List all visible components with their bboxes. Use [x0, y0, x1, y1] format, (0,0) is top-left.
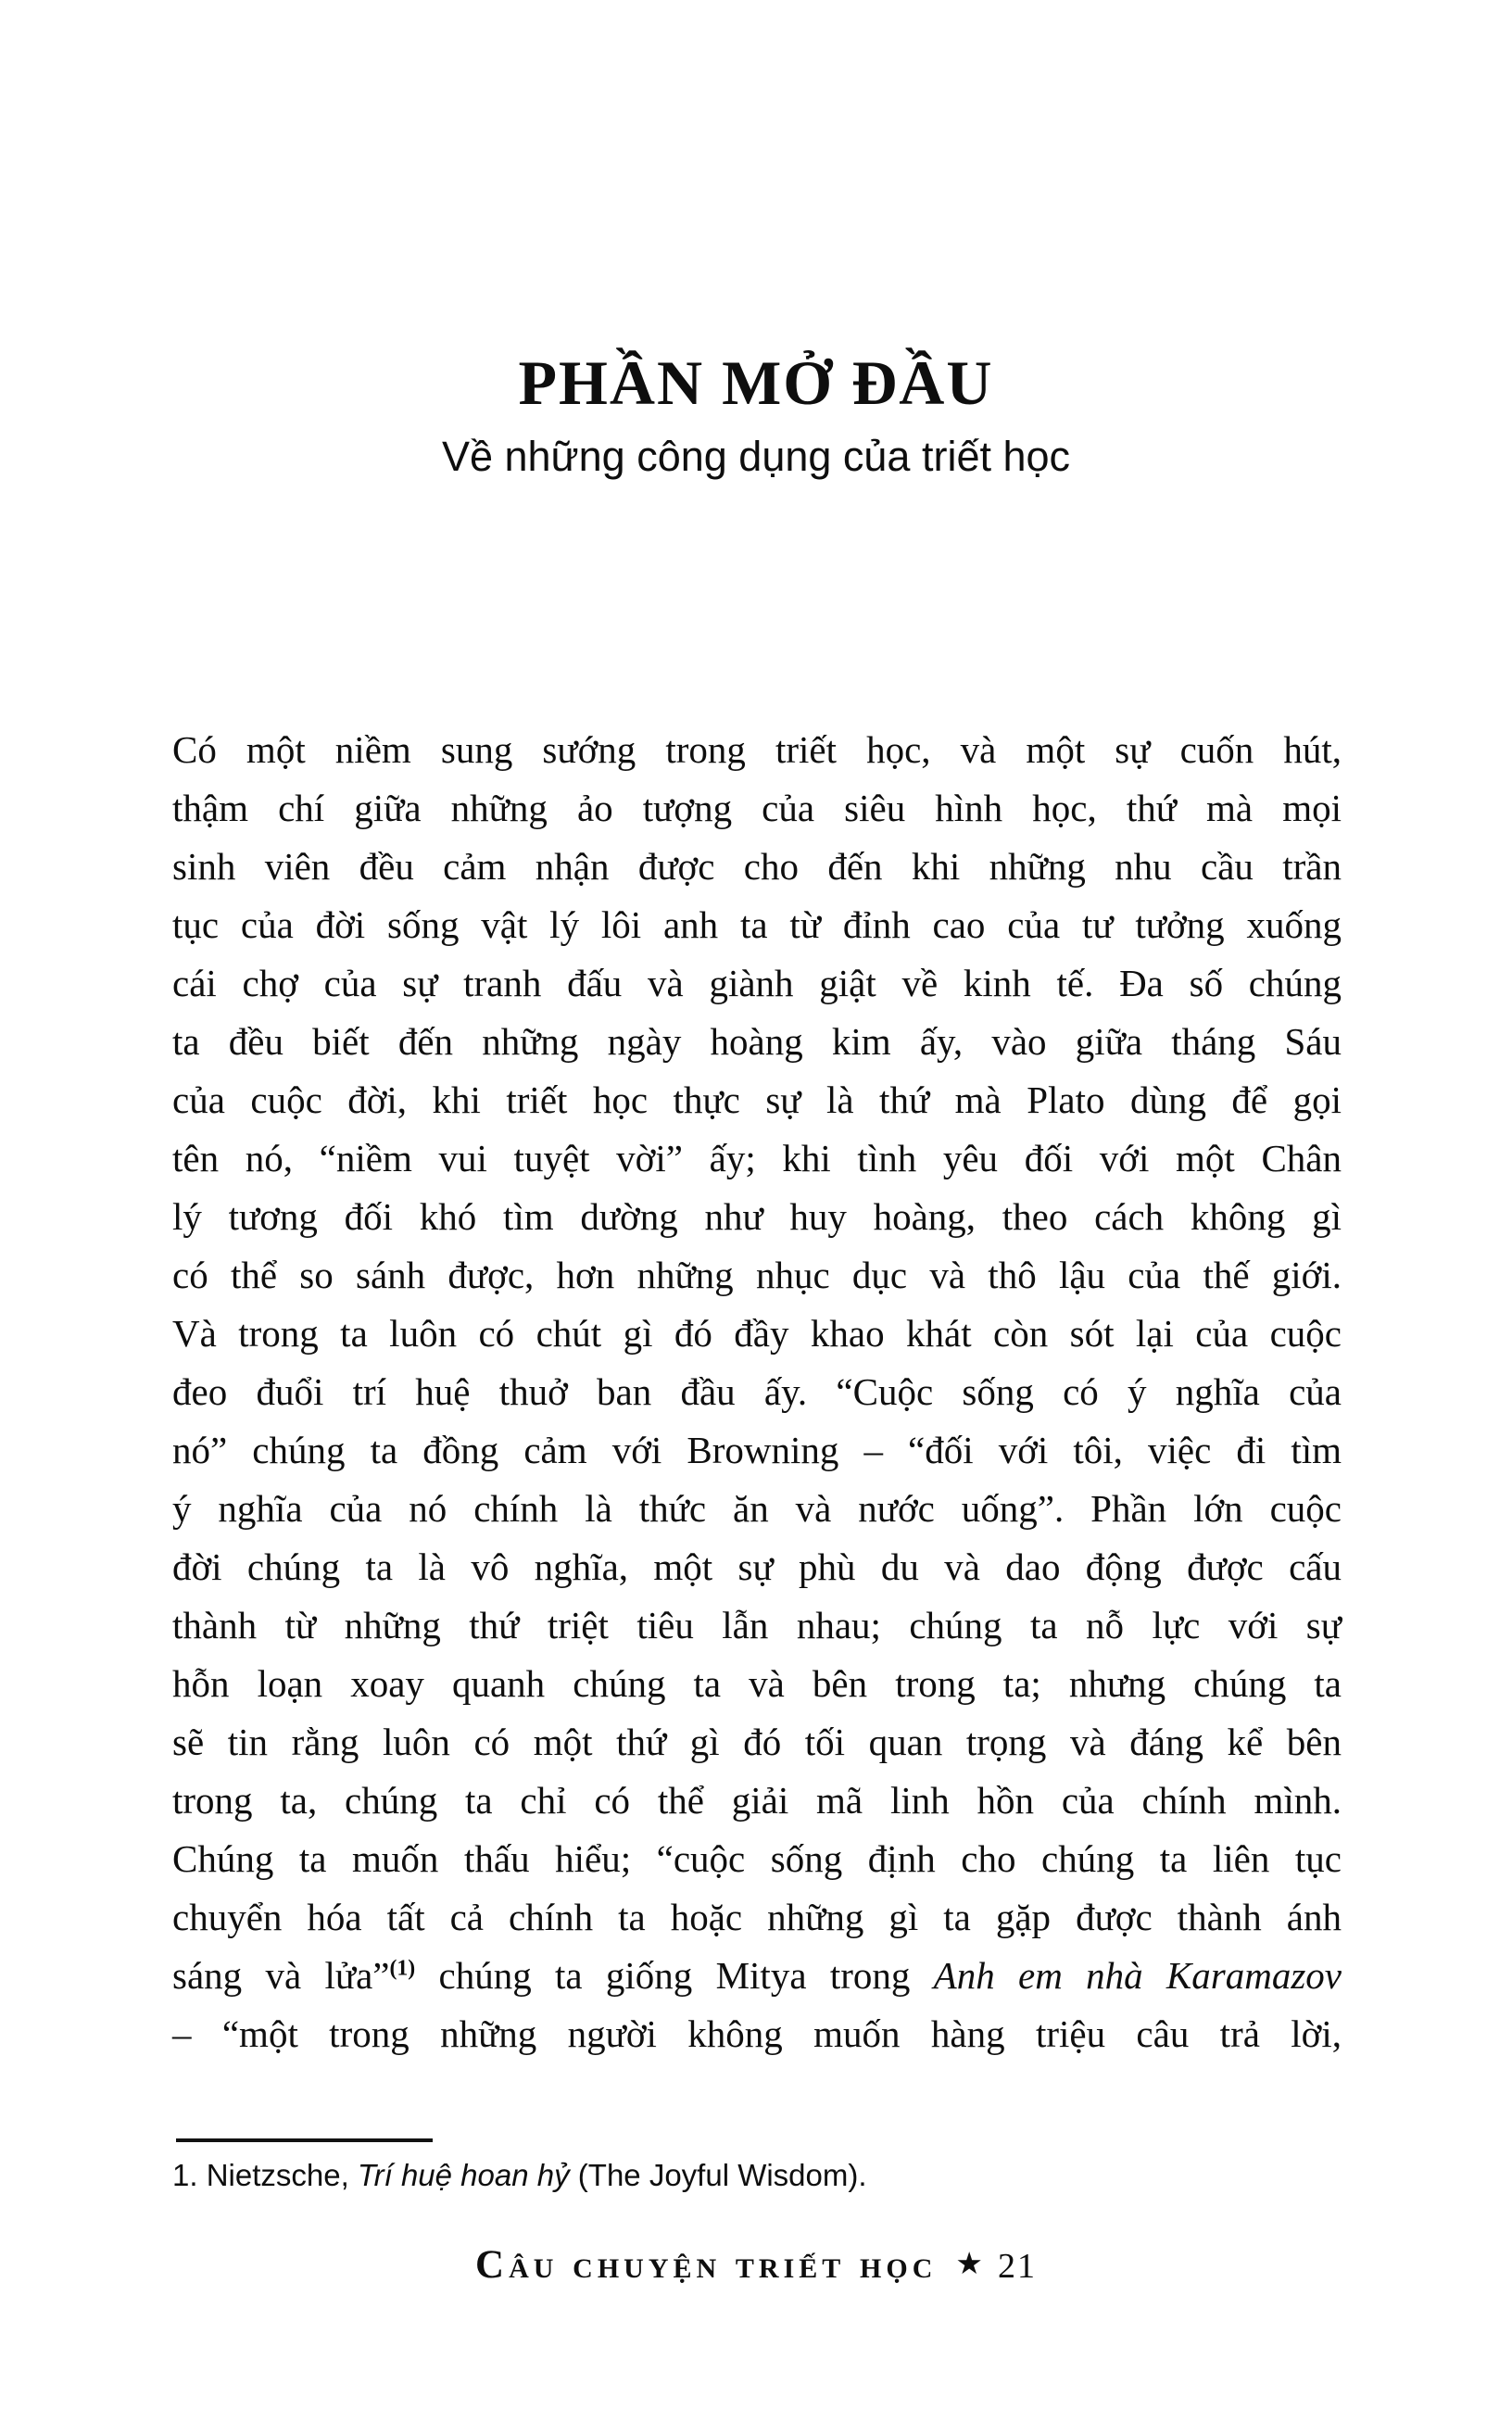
body-text-line: [172, 1830, 1342, 1888]
body-paragraph: [172, 721, 1342, 2063]
text-segment: cái chợ của sự tranh đấu và giành giật về kinh tế. Đa số chúng: [172, 962, 1342, 1004]
text-segment: ý nghĩa của nó chính là thức ăn và nước uống”. Phần lớn cuộc: [172, 1487, 1342, 1530]
text-segment: tên nó, “niềm vui tuyệt vời” ấy; khi tình yêu đối với một Chân: [172, 1137, 1342, 1179]
text-segment: trong ta, chúng ta chỉ có thể giải mã linh hồn của chính mình.: [172, 1779, 1342, 1822]
footnote: [172, 2155, 1342, 2196]
text-segment: thậm chí giữa những ảo tượng của siêu hình học, thứ mà mọi: [172, 787, 1342, 829]
footer-book-title: Câu chuyện triết học: [475, 2243, 938, 2287]
text-segment: đời chúng ta là vô nghĩa, một sự phù du và dao động được cấu: [172, 1545, 1342, 1588]
body-text-line: [172, 1363, 1342, 1421]
section-title: PHẦN MỞ ĐẦU: [518, 347, 994, 418]
text-segment: Chúng ta muốn thấu hiểu; “cuộc sống định cho chúng ta liên tục: [172, 1837, 1342, 1880]
text-segment: sẽ tin rằng luôn có một thứ gì đó tối quan trọng và đáng kể bên: [172, 1721, 1342, 1763]
body-text-line: [172, 1596, 1342, 1655]
body-text-line: [172, 1538, 1342, 1596]
body-text-line: [172, 1129, 1342, 1188]
text-segment: (The Joyful Wisdom).: [569, 2158, 867, 2192]
body-text-line: [172, 1888, 1342, 1947]
italic-text: Trí huệ hoan hỷ: [357, 2158, 570, 2192]
body-text-line: [172, 1713, 1342, 1772]
body-text-line: [172, 1071, 1342, 1129]
text-segment: – “một trong những người không muốn hàng triệu câu trả lời,: [172, 2012, 1342, 2055]
text-segment: ta đều biết đến những ngày hoàng kim ấy, vào giữa tháng Sáu: [172, 1020, 1342, 1063]
text-segment: có thể so sánh được, hơn những nhục dục và thô lậu của thế giới.: [172, 1254, 1342, 1296]
body-text-line: [172, 1655, 1342, 1713]
text-segment: 1. Nietzsche,: [172, 2158, 358, 2192]
section-subtitle: Về những công dụng của triết học: [441, 433, 1071, 480]
text-segment: nó” chúng ta đồng cảm với Browning – “đối với tôi, việc đi tìm: [172, 1429, 1342, 1471]
footnote-marker: (1): [389, 1956, 416, 1981]
text-segment: chuyển hóa tất cả chính ta hoặc những gì ta gặp được thành ánh: [172, 1896, 1342, 1938]
text-segment: hỗn loạn xoay quanh chúng ta và bên trong ta; nhưng chúng ta: [172, 1662, 1342, 1705]
body-text-line: [172, 1188, 1342, 1246]
body-text-line: [172, 1772, 1342, 1830]
body-text-line: [172, 954, 1342, 1013]
text-segment: chúng ta giống Mitya trong: [415, 1954, 934, 1997]
body-text-line: [172, 1947, 1342, 2005]
text-segment: sáng và lửa”: [172, 1954, 390, 1997]
body-text-line: [172, 1421, 1342, 1480]
body-text-line: [172, 1246, 1342, 1305]
text-segment: thành từ những thứ triệt tiêu lẫn nhau; chúng ta nỗ lực với sự: [172, 1604, 1342, 1646]
body-text-line: [172, 896, 1342, 954]
page-footer: [0, 2242, 1512, 2288]
text-segment: Có một niềm sung sướng trong triết học, và một sự cuốn hút,: [172, 728, 1342, 771]
page-number: 21: [997, 2247, 1037, 2286]
body-text-line: [172, 1305, 1342, 1363]
text-segment: tục của đời sống vật lý lôi anh ta từ đỉnh cao của tư tưởng xuống: [172, 903, 1342, 946]
text-segment: sinh viên đều cảm nhận được cho đến khi những nhu cầu trần: [172, 845, 1342, 888]
body-text-line: [172, 838, 1342, 896]
body-text-line: [172, 779, 1342, 838]
text-segment: đeo đuổi trí huệ thuở ban đầu ấy. “Cuộc sống có ý nghĩa của: [172, 1370, 1342, 1413]
body-text-line: [172, 2005, 1342, 2063]
star-icon: ★: [955, 2248, 983, 2281]
text-segment: lý tương đối khó tìm dường như huy hoàng, theo cách không gì: [172, 1195, 1342, 1238]
body-text-line: [172, 721, 1342, 779]
text-segment: của cuộc đời, khi triết học thực sự là thứ mà Plato dùng để gọi: [172, 1078, 1342, 1121]
body-text-line: [172, 1480, 1342, 1538]
body-text-line: [172, 1013, 1342, 1071]
footnote-divider: [176, 2138, 433, 2142]
text-segment: Và trong ta luôn có chút gì đó đầy khao khát còn sót lại của cuộc: [172, 1312, 1342, 1355]
italic-text: Anh em nhà Karamazov: [933, 1954, 1342, 1997]
